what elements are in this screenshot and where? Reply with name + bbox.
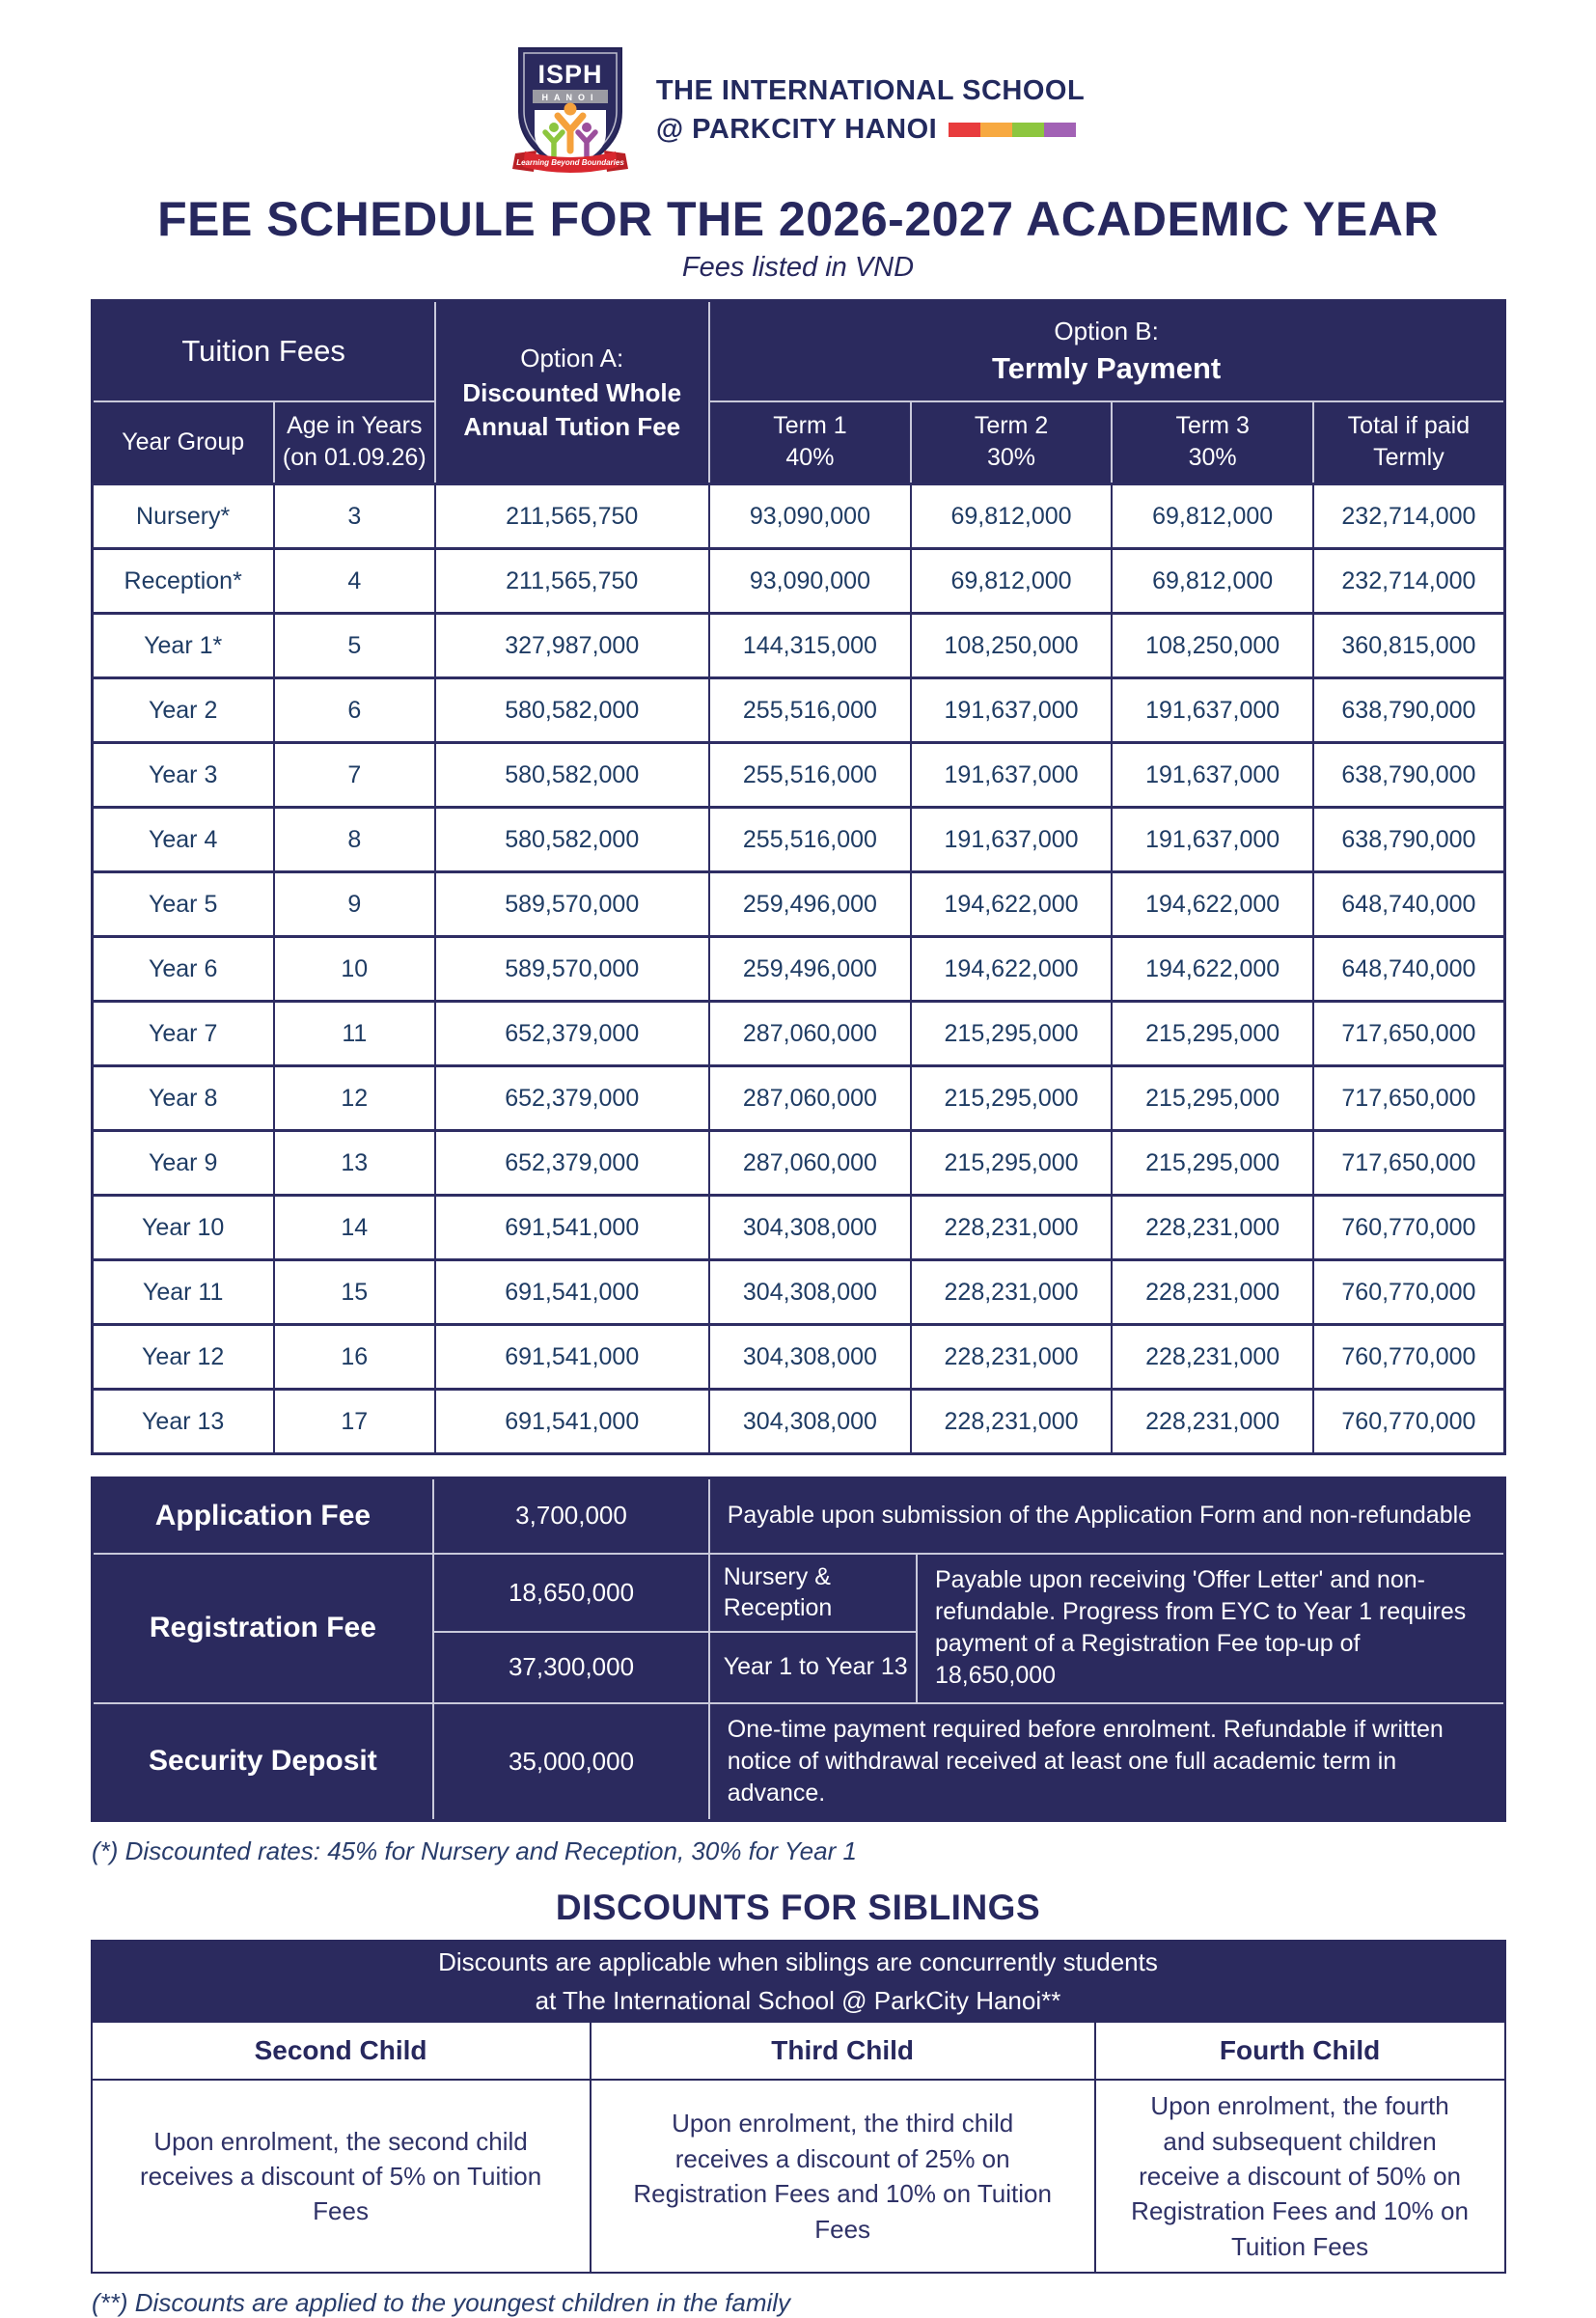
term2-fee-cell: 191,637,000 xyxy=(911,678,1112,743)
term3-fee-cell: 191,637,000 xyxy=(1112,808,1313,872)
registration-fee-note: Payable upon receiving 'Offer Letter' and non-refundable. Progress from EYC to Year 1 requires payment of a Registration Fee top-up of 18,650,000 xyxy=(917,1554,1504,1703)
term1-fee-cell: 93,090,000 xyxy=(709,549,911,614)
siblings-banner: Discounts are applicable when siblings are concurrently students at The International School @ ParkCity Hanoi** xyxy=(92,1941,1505,2022)
term1-fee-cell: 259,496,000 xyxy=(709,937,911,1002)
annual-fee-cell: 580,582,000 xyxy=(435,808,709,872)
second-child-header: Second Child xyxy=(92,2022,591,2080)
term2-fee-cell: 194,622,000 xyxy=(911,937,1112,1002)
term1-fee-cell: 287,060,000 xyxy=(709,1131,911,1196)
page-title: FEE SCHEDULE FOR THE 2026-2027 ACADEMIC YEAR xyxy=(157,192,1439,246)
annual-fee-cell: 652,379,000 xyxy=(435,1066,709,1131)
term1-fee-cell: 93,090,000 xyxy=(709,484,911,549)
term2-fee-cell: 194,622,000 xyxy=(911,872,1112,937)
other-fees-table xyxy=(91,1476,1506,1822)
annual-fee-cell: 652,379,000 xyxy=(435,1002,709,1066)
year-group-cell: Reception* xyxy=(92,549,274,614)
tuition-row xyxy=(92,743,1504,808)
age-cell: 12 xyxy=(274,1066,435,1131)
term1-fee-cell: 304,308,000 xyxy=(709,1325,911,1390)
annual-fee-cell: 691,541,000 xyxy=(435,1390,709,1454)
year-group-cell: Year 6 xyxy=(92,937,274,1002)
tuition-fees-header: Tuition Fees xyxy=(92,301,435,401)
term2-fee-cell: 215,295,000 xyxy=(911,1002,1112,1066)
term3-fee-cell: 228,231,000 xyxy=(1112,1196,1313,1260)
annual-fee-cell: 211,565,750 xyxy=(435,484,709,549)
term2-fee-cell: 215,295,000 xyxy=(911,1131,1112,1196)
svg-text:Learning Beyond Boundaries: Learning Beyond Boundaries xyxy=(516,158,624,167)
brand-bar-segment xyxy=(1044,123,1076,137)
term2-fee-cell: 108,250,000 xyxy=(911,614,1112,678)
age-cell: 11 xyxy=(274,1002,435,1066)
application-fee-label: Application Fee xyxy=(92,1478,433,1554)
tuition-row xyxy=(92,1325,1504,1390)
age-cell: 8 xyxy=(274,808,435,872)
age-cell: 7 xyxy=(274,743,435,808)
term2-fee-cell: 69,812,000 xyxy=(911,484,1112,549)
term3-header: Term 3 30% xyxy=(1112,401,1313,484)
term3-fee-cell: 69,812,000 xyxy=(1112,549,1313,614)
term2-fee-cell: 228,231,000 xyxy=(911,1390,1112,1454)
youngest-children-footnote: (**) Discounts are applied to the youngest children in the family xyxy=(92,2288,791,2318)
total-termly-cell: 760,770,000 xyxy=(1313,1325,1504,1390)
annual-fee-cell: 211,565,750 xyxy=(435,549,709,614)
term3-fee-cell: 69,812,000 xyxy=(1112,484,1313,549)
registration-fee-group-eyc: Nursery & Reception xyxy=(709,1554,917,1632)
siblings-section-title: DISCOUNTS FOR SIBLINGS xyxy=(555,1888,1041,1928)
year-group-cell: Year 8 xyxy=(92,1066,274,1131)
brand-bar-segment xyxy=(949,123,980,137)
year-group-cell: Year 10 xyxy=(92,1196,274,1260)
annual-fee-cell: 691,541,000 xyxy=(435,1196,709,1260)
term2-fee-cell: 191,637,000 xyxy=(911,743,1112,808)
age-cell: 13 xyxy=(274,1131,435,1196)
term2-fee-cell: 191,637,000 xyxy=(911,808,1112,872)
application-fee-note: Payable upon submission of the Application Form and non-refundable xyxy=(709,1478,1504,1554)
term3-fee-cell: 215,295,000 xyxy=(1112,1066,1313,1131)
total-termly-cell: 717,650,000 xyxy=(1313,1066,1504,1131)
term1-fee-cell: 255,516,000 xyxy=(709,743,911,808)
tuition-row xyxy=(92,1131,1504,1196)
term3-fee-cell: 228,231,000 xyxy=(1112,1390,1313,1454)
term3-fee-cell: 194,622,000 xyxy=(1112,872,1313,937)
school-name-line2: @ PARKCITY HANOI xyxy=(655,114,938,145)
option-b-label: Option B: xyxy=(1054,317,1159,346)
security-deposit-note: One-time payment required before enrolment. Refundable if written notice of withdrawal received at least one full academic term in advance. xyxy=(709,1703,1504,1821)
total-termly-cell: 232,714,000 xyxy=(1313,484,1504,549)
term2-fee-cell: 215,295,000 xyxy=(911,1066,1112,1131)
term3-fee-cell: 228,231,000 xyxy=(1112,1325,1313,1390)
year-group-cell: Year 4 xyxy=(92,808,274,872)
option-a-text: Discounted Whole Annual Tution Fee xyxy=(462,377,682,441)
option-a-label: Option A: xyxy=(520,344,624,373)
age-cell: 5 xyxy=(274,614,435,678)
security-deposit-amount: 35,000,000 xyxy=(433,1703,708,1821)
registration-fee-amount-eyc: 18,650,000 xyxy=(433,1554,708,1632)
year-group-cell: Year 2 xyxy=(92,678,274,743)
registration-fee-amount-y1-13: 37,300,000 xyxy=(433,1632,708,1703)
tuition-table-body xyxy=(92,484,1504,1454)
security-deposit-label: Security Deposit xyxy=(92,1703,433,1821)
age-cell: 3 xyxy=(274,484,435,549)
school-logo xyxy=(511,42,629,176)
annual-fee-cell: 691,541,000 xyxy=(435,1325,709,1390)
term1-fee-cell: 304,308,000 xyxy=(709,1390,911,1454)
age-header: Age in Years (on 01.09.26) xyxy=(274,401,435,484)
total-termly-cell: 638,790,000 xyxy=(1313,743,1504,808)
term1-fee-cell: 255,516,000 xyxy=(709,678,911,743)
term3-fee-cell: 191,637,000 xyxy=(1112,678,1313,743)
age-cell: 4 xyxy=(274,549,435,614)
second-child-body: Upon enrolment, the second child receives a discount of 5% on Tuition Fees xyxy=(92,2080,591,2273)
tuition-row xyxy=(92,1260,1504,1325)
tuition-row xyxy=(92,1002,1504,1066)
tuition-row xyxy=(92,614,1504,678)
year-group-cell: Year 9 xyxy=(92,1131,274,1196)
annual-fee-cell: 327,987,000 xyxy=(435,614,709,678)
age-cell: 15 xyxy=(274,1260,435,1325)
brand-bar-segment xyxy=(1012,123,1044,137)
fourth-child-body: Upon enrolment, the fourth and subsequent children receive a discount of 50% on Registration Fees and 10% on Tuition Fees xyxy=(1095,2080,1505,2273)
term2-header: Term 2 30% xyxy=(911,401,1112,484)
age-cell: 17 xyxy=(274,1390,435,1454)
annual-fee-cell: 580,582,000 xyxy=(435,678,709,743)
term2-fee-cell: 228,231,000 xyxy=(911,1325,1112,1390)
year-group-cell: Year 7 xyxy=(92,1002,274,1066)
total-termly-cell: 717,650,000 xyxy=(1313,1131,1504,1196)
tuition-row xyxy=(92,1066,1504,1131)
page-subtitle: Fees listed in VND xyxy=(681,252,915,283)
total-termly-cell: 648,740,000 xyxy=(1313,872,1504,937)
term1-fee-cell: 304,308,000 xyxy=(709,1260,911,1325)
third-child-body: Upon enrolment, the third child receives a discount of 25% on Registration Fees and 10% on Tuition Fees xyxy=(591,2080,1095,2273)
option-a-header xyxy=(435,301,709,484)
term3-fee-cell: 215,295,000 xyxy=(1112,1131,1313,1196)
year-group-cell: Nursery* xyxy=(92,484,274,549)
term2-fee-cell: 69,812,000 xyxy=(911,549,1112,614)
application-fee-amount: 3,700,000 xyxy=(433,1478,708,1554)
term3-fee-cell: 191,637,000 xyxy=(1112,743,1313,808)
term1-fee-cell: 287,060,000 xyxy=(709,1002,911,1066)
fourth-child-header: Fourth Child xyxy=(1095,2022,1505,2080)
term1-fee-cell: 144,315,000 xyxy=(709,614,911,678)
term1-fee-cell: 255,516,000 xyxy=(709,808,911,872)
total-termly-cell: 360,815,000 xyxy=(1313,614,1504,678)
total-termly-cell: 638,790,000 xyxy=(1313,808,1504,872)
tuition-row xyxy=(92,1390,1504,1454)
total-termly-cell: 760,770,000 xyxy=(1313,1196,1504,1260)
total-termly-cell: 717,650,000 xyxy=(1313,1002,1504,1066)
third-child-header: Third Child xyxy=(591,2022,1095,2080)
annual-fee-cell: 589,570,000 xyxy=(435,937,709,1002)
document-header xyxy=(0,0,1596,176)
option-b-text: Termly Payment xyxy=(992,350,1222,385)
tuition-fees-table xyxy=(91,299,1506,1455)
term1-fee-cell: 304,308,000 xyxy=(709,1196,911,1260)
term3-fee-cell: 194,622,000 xyxy=(1112,937,1313,1002)
total-termly-cell: 648,740,000 xyxy=(1313,937,1504,1002)
tuition-row xyxy=(92,484,1504,549)
tuition-row xyxy=(92,678,1504,743)
year-group-cell: Year 11 xyxy=(92,1260,274,1325)
total-termly-cell: 638,790,000 xyxy=(1313,678,1504,743)
term1-fee-cell: 259,496,000 xyxy=(709,872,911,937)
sibling-discounts-table xyxy=(91,1940,1506,2274)
term2-fee-cell: 228,231,000 xyxy=(911,1196,1112,1260)
annual-fee-cell: 691,541,000 xyxy=(435,1260,709,1325)
total-termly-cell: 232,714,000 xyxy=(1313,549,1504,614)
tuition-row xyxy=(92,549,1504,614)
tuition-row xyxy=(92,872,1504,937)
total-termly-cell: 760,770,000 xyxy=(1313,1390,1504,1454)
age-cell: 10 xyxy=(274,937,435,1002)
age-cell: 16 xyxy=(274,1325,435,1390)
term1-fee-cell: 287,060,000 xyxy=(709,1066,911,1131)
svg-text:HANOI: HANOI xyxy=(541,93,599,102)
term2-fee-cell: 228,231,000 xyxy=(911,1260,1112,1325)
year-group-header: Year Group xyxy=(92,401,274,484)
year-group-cell: Year 1* xyxy=(92,614,274,678)
school-name-line1: THE INTERNATIONAL SCHOOL xyxy=(655,75,1086,106)
discount-footnote: (*) Discounted rates: 45% for Nursery and Reception, 30% for Year 1 xyxy=(92,1836,857,1866)
term3-fee-cell: 108,250,000 xyxy=(1112,614,1313,678)
year-group-cell: Year 3 xyxy=(92,743,274,808)
total-termly-cell: 760,770,000 xyxy=(1313,1260,1504,1325)
tuition-row xyxy=(92,1196,1504,1260)
brand-bar xyxy=(949,123,1076,137)
age-cell: 6 xyxy=(274,678,435,743)
svg-text:ISPH: ISPH xyxy=(537,60,603,89)
tuition-row xyxy=(92,808,1504,872)
registration-fee-label: Registration Fee xyxy=(92,1554,433,1703)
year-group-cell: Year 5 xyxy=(92,872,274,937)
term3-fee-cell: 228,231,000 xyxy=(1112,1260,1313,1325)
age-cell: 14 xyxy=(274,1196,435,1260)
annual-fee-cell: 589,570,000 xyxy=(435,872,709,937)
option-b-header xyxy=(709,301,1504,401)
brand-bar-segment xyxy=(980,123,1012,137)
tuition-row xyxy=(92,937,1504,1002)
registration-fee-group-y1-13: Year 1 to Year 13 xyxy=(709,1632,917,1703)
year-group-cell: Year 12 xyxy=(92,1325,274,1390)
year-group-cell: Year 13 xyxy=(92,1390,274,1454)
age-cell: 9 xyxy=(274,872,435,937)
term3-fee-cell: 215,295,000 xyxy=(1112,1002,1313,1066)
annual-fee-cell: 652,379,000 xyxy=(435,1131,709,1196)
term1-header: Term 1 40% xyxy=(709,401,911,484)
school-name xyxy=(656,42,1085,146)
annual-fee-cell: 580,582,000 xyxy=(435,743,709,808)
total-termly-header: Total if paid Termly xyxy=(1313,401,1504,484)
school-crest-icon xyxy=(511,42,629,176)
